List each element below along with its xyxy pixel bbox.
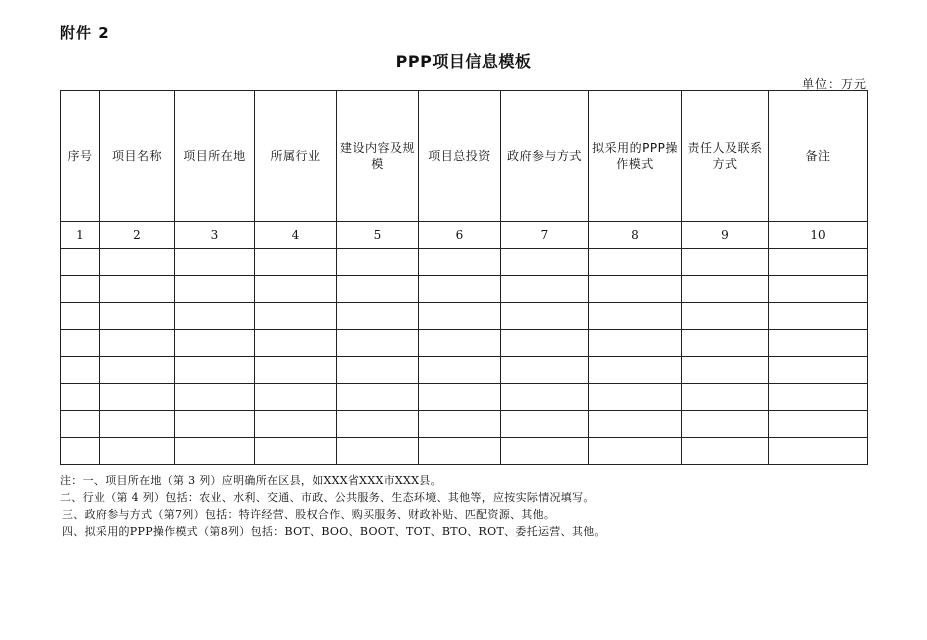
column-number: 8	[589, 222, 682, 249]
column-number: 7	[501, 222, 589, 249]
column-header-remarks: 备注	[769, 91, 868, 222]
note-line-1: 注：一、项目所在地（第 3 列）应明确所在区县，如XXX省XXX市XXX县。	[60, 474, 442, 487]
table-cell	[255, 276, 337, 303]
table-cell	[61, 384, 100, 411]
table-cell	[100, 411, 175, 438]
table-cell	[61, 330, 100, 357]
table-row	[61, 330, 868, 357]
table-cell	[100, 357, 175, 384]
column-number: 2	[100, 222, 175, 249]
table-cell	[419, 303, 501, 330]
table-cell	[175, 411, 255, 438]
table-cell	[175, 357, 255, 384]
table-cell	[255, 303, 337, 330]
table-cell	[501, 384, 589, 411]
table-cell	[100, 276, 175, 303]
column-header-industry: 所属行业	[255, 91, 337, 222]
table-cell	[419, 330, 501, 357]
table-cell	[589, 384, 682, 411]
table-cell	[419, 357, 501, 384]
table-cell	[100, 249, 175, 276]
ppp-info-table	[60, 90, 868, 465]
column-header-index: 序号	[61, 91, 100, 222]
table-cell	[337, 276, 419, 303]
table-cell	[100, 330, 175, 357]
column-number: 10	[769, 222, 868, 249]
table-cell	[682, 330, 769, 357]
table-row	[61, 249, 868, 276]
table-cell	[255, 384, 337, 411]
table-cell	[419, 384, 501, 411]
column-header-scope: 建设内容及规模	[337, 91, 419, 222]
table-cell	[682, 249, 769, 276]
column-number: 9	[682, 222, 769, 249]
table-cell	[682, 384, 769, 411]
table-cell	[419, 438, 501, 465]
table-cell	[501, 411, 589, 438]
table-row	[61, 357, 868, 384]
table-cell	[682, 438, 769, 465]
column-number-row	[61, 222, 868, 249]
table-cell	[501, 330, 589, 357]
table-cell	[589, 276, 682, 303]
unit-label: 单位：万元	[801, 77, 867, 91]
table-row	[61, 303, 868, 330]
table-cell	[769, 249, 868, 276]
table-cell	[175, 249, 255, 276]
table-cell	[589, 357, 682, 384]
column-number: 4	[255, 222, 337, 249]
table-cell	[61, 276, 100, 303]
column-header-contact: 责任人及联系方式	[682, 91, 769, 222]
table-cell	[682, 303, 769, 330]
table-cell	[337, 411, 419, 438]
table-cell	[769, 411, 868, 438]
table-cell	[501, 276, 589, 303]
table-cell	[419, 411, 501, 438]
page-title: PPP项目信息模板	[395, 52, 532, 71]
table-cell	[337, 330, 419, 357]
table-cell	[100, 384, 175, 411]
column-number: 5	[337, 222, 419, 249]
table-cell	[682, 276, 769, 303]
note-line-3: 三、政府参与方式（第7列）包括：特许经营、股权合作、购买服务、财政补贴、匹配资源、其他。	[62, 508, 556, 521]
table-cell	[175, 330, 255, 357]
table-cell	[589, 330, 682, 357]
table-cell	[337, 357, 419, 384]
table-header-row	[61, 91, 868, 222]
column-header-government-participation: 政府参与方式	[501, 91, 589, 222]
table-cell	[682, 357, 769, 384]
table-cell	[501, 249, 589, 276]
column-header-project-name: 项目名称	[100, 91, 175, 222]
table-cell	[769, 276, 868, 303]
column-number: 6	[419, 222, 501, 249]
table-cell	[255, 249, 337, 276]
table-cell	[61, 303, 100, 330]
table-cell	[589, 438, 682, 465]
column-header-ppp-mode: 拟采用的PPP操作模式	[589, 91, 682, 222]
table-cell	[337, 438, 419, 465]
table-cell	[61, 438, 100, 465]
table-cell	[255, 438, 337, 465]
column-number: 1	[61, 222, 100, 249]
table-cell	[255, 357, 337, 384]
table-cell	[175, 438, 255, 465]
table-cell	[61, 249, 100, 276]
table-cell	[501, 357, 589, 384]
attachment-label: 附件 2	[60, 24, 110, 42]
column-header-location: 项目所在地	[175, 91, 255, 222]
table-cell	[255, 411, 337, 438]
table-cell	[501, 303, 589, 330]
table-cell	[255, 330, 337, 357]
table-cell	[175, 303, 255, 330]
note-line-2: 二、行业（第 4 列）包括：农业、水利、交通、市政、公共服务、生态环境、其他等，应按实际情况填写。	[60, 491, 595, 504]
table-row	[61, 384, 868, 411]
table-cell	[769, 303, 868, 330]
table-cell	[100, 303, 175, 330]
notes-section	[60, 472, 606, 540]
table-cell	[175, 384, 255, 411]
table-cell	[501, 438, 589, 465]
table-cell	[61, 411, 100, 438]
table-row	[61, 276, 868, 303]
table-cell	[769, 330, 868, 357]
table-cell	[682, 411, 769, 438]
table-cell	[769, 438, 868, 465]
table-cell	[175, 276, 255, 303]
table-cell	[769, 384, 868, 411]
table-cell	[589, 411, 682, 438]
table-cell	[769, 357, 868, 384]
table-cell	[589, 249, 682, 276]
table-cell	[337, 303, 419, 330]
column-header-total-investment: 项目总投资	[419, 91, 501, 222]
table-cell	[100, 438, 175, 465]
column-number: 3	[175, 222, 255, 249]
table-cell	[419, 249, 501, 276]
table-cell	[337, 384, 419, 411]
table-row	[61, 438, 868, 465]
note-line-4: 四、拟采用的PPP操作模式（第8列）包括：BOT、BOO、BOOT、TOT、BTO、ROT、委托运营、其他。	[62, 525, 606, 538]
table-row	[61, 411, 868, 438]
table-cell	[589, 303, 682, 330]
table-cell	[61, 357, 100, 384]
table-cell	[419, 276, 501, 303]
table-cell	[337, 249, 419, 276]
